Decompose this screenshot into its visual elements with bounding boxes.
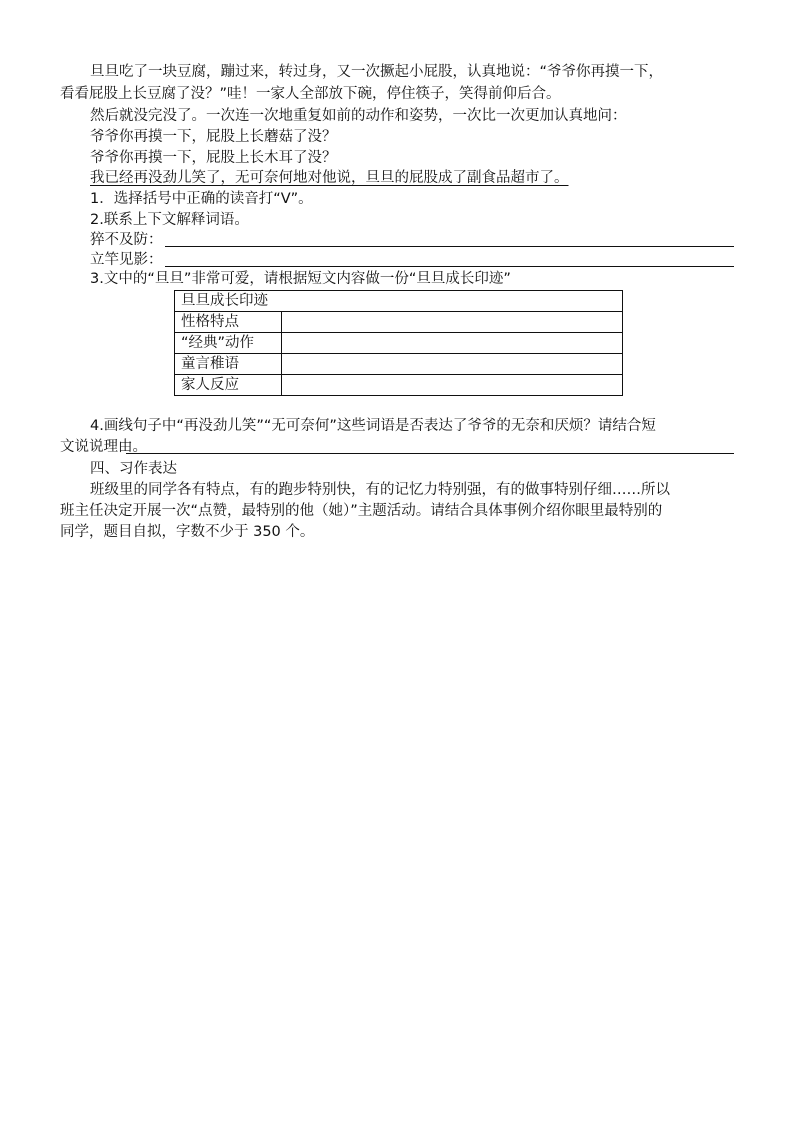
table-row	[175, 312, 623, 333]
row-label-childish-words: 童言稚语	[175, 354, 282, 375]
story-paragraph-1-line-1: 旦旦吃了一块豆腐，蹦过来，转过身，又一次撅起小屁股，认真地说：“爷爷你再摸一下，	[90, 64, 664, 80]
table-row	[175, 354, 623, 375]
term-2-label: 立竿见影：	[90, 252, 163, 268]
writing-prompt-line-2: 班主任决定开展一次“点赞，最特别的他（她）”主题活动。请结合具体事例介绍你眼里最特别的	[60, 503, 663, 519]
row-answer-childish-words[interactable]	[282, 354, 623, 375]
story-paragraph-2: 然后就没完没了。一次连一次地重复如前的动作和姿势，一次比一次更加认真地问：	[90, 108, 627, 124]
question-4-line-1: 4.画线句子中“再没劲儿笑”“无可奈何”这些词语是否表达了爷爷的无奈和厌烦？请结合短	[90, 418, 656, 434]
question-4-line-2: 文说说理由。	[60, 439, 147, 455]
row-answer-classic-action[interactable]	[282, 333, 623, 354]
story-paragraph-3: 爷爷你再摸一下，屁股上长蘑菇了没？	[90, 129, 337, 145]
table-title: 旦旦成长印迹	[175, 291, 623, 312]
row-label-classic-action: “经典”动作	[175, 333, 282, 354]
question-4-answer-line[interactable]	[126, 437, 734, 457]
term-1-answer-line[interactable]	[165, 246, 735, 247]
question-1: 1．选择括号中正确的读音打“V”。	[90, 191, 313, 207]
table-row	[175, 375, 623, 396]
table-row	[175, 333, 623, 354]
row-answer-family-reaction[interactable]	[282, 375, 623, 396]
term-2-answer-line[interactable]	[165, 266, 735, 267]
writing-heading: 四、习作表达	[90, 461, 177, 477]
story-paragraph-4: 爷爷你再摸一下，屁股上长木耳了没？	[90, 150, 337, 166]
writing-prompt-line-3: 同学，题目自拟，字数不少于 350 个。	[60, 524, 315, 540]
growth-record-table	[174, 290, 623, 396]
underlined-sentence: 我已经再没劲儿笑了，无可奈何地对他说，旦旦的屁股成了副食品超市了。	[90, 170, 569, 186]
question-2: 2.联系上下文解释词语。	[90, 212, 249, 228]
row-label-personality: 性格特点	[175, 312, 282, 333]
term-1-row	[90, 230, 734, 250]
term-2-row	[90, 250, 734, 270]
term-1-label: 猝不及防：	[90, 232, 163, 248]
row-label-family-reaction: 家人反应	[175, 375, 282, 396]
row-answer-personality[interactable]	[282, 312, 623, 333]
story-paragraph-1-line-2: 看看屁股上长豆腐了没？”哇！一家人全部放下碗，停住筷子，笑得前仰后合。	[60, 86, 561, 102]
question-4-blank	[126, 453, 734, 454]
writing-prompt-line-1: 班级里的同学各有特点，有的跑步特别快，有的记忆力特别强，有的做事特别仔细……所以	[90, 482, 670, 498]
question-3: 3.文中的“旦旦”非常可爱，请根据短文内容做一份“旦旦成长印迹”	[90, 271, 511, 287]
table-title-row	[175, 291, 623, 312]
